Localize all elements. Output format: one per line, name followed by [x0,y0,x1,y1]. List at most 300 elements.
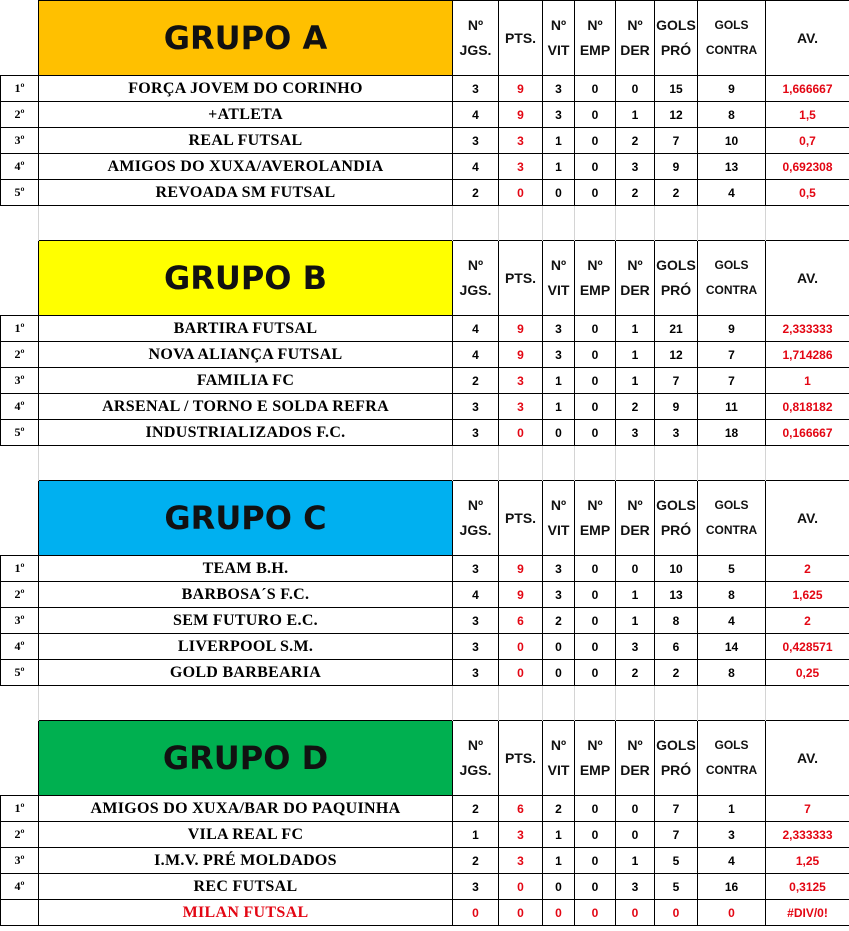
stat-vit: 2 [543,608,575,634]
group-title: GRUPO C [39,481,453,556]
column-header-emp-line: EMP [579,762,611,778]
column-header-pts: PTS. [499,721,543,796]
stat-emp: 0 [575,634,616,660]
column-header-vit-line: Nº [550,257,567,273]
team-row [1,848,849,874]
stat-gp: 21 [655,316,698,342]
stat-pts: 3 [499,128,543,154]
stat-gp: 3 [655,420,698,446]
stat-gp: 2 [655,180,698,206]
stat-emp: 0 [575,128,616,154]
column-header-der-line: Nº [627,257,643,273]
stat-pts: 3 [499,368,543,394]
stat-av: 7 [766,796,849,822]
column-header-emp-line: Nº [587,737,603,753]
stat-pts: 9 [499,342,543,368]
team-name: REC FUTSAL [39,874,453,900]
team-name: LIVERPOOL S.M. [39,634,453,660]
rank-cell: 1º [1,796,39,822]
stat-vit: 3 [543,556,575,582]
team-name: NOVA ALIANÇA FUTSAL [39,342,453,368]
column-header-vit [543,721,575,796]
stat-jgs: 3 [453,394,499,420]
stat-gc: 9 [698,316,766,342]
team-row [1,556,849,582]
stat-emp: 0 [575,102,616,128]
team-row [1,180,849,206]
column-header-gp [655,241,698,316]
stat-emp: 0 [575,154,616,180]
stat-gp: 9 [655,154,698,180]
team-name: VILA REAL FC [39,822,453,848]
stat-av: 1,666667 [766,76,849,102]
stat-vit: 0 [543,180,575,206]
team-row [1,874,849,900]
stat-gp: 15 [655,76,698,102]
rank-cell: 1º [1,556,39,582]
rank-cell: 2º [1,822,39,848]
stat-emp: 0 [575,180,616,206]
team-row [1,796,849,822]
column-header-gc-line: GOLS [714,498,749,512]
column-header-der [616,721,655,796]
stat-av: 2 [766,556,849,582]
team-name: SEM FUTURO E.C. [39,608,453,634]
stat-pts: 0 [499,180,543,206]
rank-cell: 4º [1,154,39,180]
stat-jgs: 3 [453,874,499,900]
column-header-vit-line: VIT [547,762,570,778]
column-header-vit [543,481,575,556]
stat-der: 3 [616,874,655,900]
spacer-row [1,686,849,721]
column-header-der-line: DER [620,42,650,58]
column-header-gp-line: PRÓ [660,762,692,778]
column-header-der-line: DER [620,522,650,538]
stat-gc: 13 [698,154,766,180]
stat-emp: 0 [575,874,616,900]
stat-av: 0,166667 [766,420,849,446]
column-header-der-line: DER [620,282,650,298]
stat-jgs: 2 [453,180,499,206]
stat-gp: 7 [655,796,698,822]
rank-cell: 1º [1,316,39,342]
team-row [1,102,849,128]
stat-pts: 6 [499,796,543,822]
team-row [1,76,849,102]
team-name: ARSENAL / TORNO E SOLDA REFRA [39,394,453,420]
stat-emp: 0 [575,582,616,608]
column-header-der [616,241,655,316]
blank-cell [1,1,39,76]
team-row [1,128,849,154]
column-header-gc [698,1,766,76]
stat-vit: 1 [543,128,575,154]
stat-gc: 0 [698,900,766,926]
stat-der: 3 [616,634,655,660]
stat-pts: 6 [499,608,543,634]
team-name: FAMILIA FC [39,368,453,394]
stat-der: 2 [616,394,655,420]
stat-av: 0,818182 [766,394,849,420]
stat-emp: 0 [575,420,616,446]
blank-cell [1,241,39,316]
stat-pts: 0 [499,660,543,686]
stat-vit: 1 [543,848,575,874]
team-name: AMIGOS DO XUXA/BAR DO PAQUINHA [39,796,453,822]
stat-der: 0 [616,76,655,102]
stat-gc: 3 [698,822,766,848]
team-name: REAL FUTSAL [39,128,453,154]
stat-gp: 2 [655,660,698,686]
blank-cell [1,481,39,556]
stat-gc: 8 [698,660,766,686]
stat-gp: 12 [655,342,698,368]
stat-der: 1 [616,848,655,874]
rank-cell: 3º [1,608,39,634]
stat-vit: 2 [543,796,575,822]
stat-gc: 4 [698,608,766,634]
stat-gc: 1 [698,796,766,822]
team-row [1,634,849,660]
rank-cell: 4º [1,394,39,420]
column-header-emp [575,721,616,796]
stat-jgs: 1 [453,822,499,848]
stat-vit: 3 [543,342,575,368]
stat-jgs: 2 [453,848,499,874]
stat-der: 1 [616,582,655,608]
stat-vit: 0 [543,900,575,926]
column-header-vit-line: Nº [550,17,567,33]
stat-pts: 9 [499,316,543,342]
stat-emp: 0 [575,822,616,848]
team-row [1,394,849,420]
stat-vit: 1 [543,394,575,420]
column-header-gp [655,1,698,76]
stat-emp: 0 [575,900,616,926]
team-row [1,368,849,394]
column-header-jgs-line: JGS. [459,282,492,298]
stat-gp: 12 [655,102,698,128]
stat-gp: 9 [655,394,698,420]
column-header-gc-line: GOLS [714,258,749,272]
team-name: GOLD BARBEARIA [39,660,453,686]
column-header-gc [698,241,766,316]
group-header-row [1,721,849,796]
column-header-gp-line: GOLS [656,17,696,33]
stat-pts: 0 [499,874,543,900]
team-row [1,608,849,634]
rank-cell: 3º [1,368,39,394]
column-header-emp-line: EMP [579,282,611,298]
column-header-emp-line: EMP [579,42,611,58]
stat-jgs: 3 [453,420,499,446]
column-header-gp [655,481,698,556]
stat-jgs: 2 [453,796,499,822]
column-header-der-line: Nº [627,497,643,513]
stat-der: 2 [616,180,655,206]
stat-der: 1 [616,316,655,342]
stat-pts: 3 [499,394,543,420]
stat-vit: 3 [543,76,575,102]
stat-vit: 3 [543,582,575,608]
column-header-gc-line: CONTRA [705,763,758,777]
column-header-jgs [453,721,499,796]
stat-av: 1,625 [766,582,849,608]
column-header-jgs-line: Nº [467,737,484,753]
stat-der: 0 [616,900,655,926]
column-header-jgs [453,1,499,76]
stat-der: 3 [616,420,655,446]
stat-der: 2 [616,660,655,686]
team-name: +ATLETA [39,102,453,128]
column-header-av: AV. [766,1,849,76]
blank-cell [1,721,39,796]
stat-pts: 0 [499,420,543,446]
team-row [1,582,849,608]
stat-av: 0,7 [766,128,849,154]
stat-jgs: 4 [453,316,499,342]
column-header-av: AV. [766,241,849,316]
column-header-gc [698,481,766,556]
rank-cell [1,900,39,926]
column-header-av: AV. [766,721,849,796]
team-name: MILAN FUTSAL [39,900,453,926]
stat-jgs: 3 [453,660,499,686]
rank-cell: 2º [1,582,39,608]
stat-gp: 5 [655,848,698,874]
column-header-gc-line: CONTRA [705,523,758,537]
stat-vit: 1 [543,154,575,180]
column-header-gp-line: GOLS [656,737,696,753]
column-header-gc-line: CONTRA [705,283,758,297]
column-header-emp [575,1,616,76]
stat-gc: 18 [698,420,766,446]
column-header-der-line: Nº [627,17,643,33]
rank-cell: 1º [1,76,39,102]
team-name: BARBOSA´S F.C. [39,582,453,608]
stat-gc: 7 [698,342,766,368]
stat-gc: 10 [698,128,766,154]
stat-jgs: 0 [453,900,499,926]
stat-emp: 0 [575,394,616,420]
team-row [1,660,849,686]
team-name: BARTIRA FUTSAL [39,316,453,342]
stat-gc: 8 [698,102,766,128]
stat-av: 2,333333 [766,316,849,342]
stat-av: 2 [766,608,849,634]
stat-vit: 1 [543,368,575,394]
team-name: I.M.V. PRÉ MOLDADOS [39,848,453,874]
stat-jgs: 4 [453,102,499,128]
column-header-der-line: DER [620,762,650,778]
column-header-vit [543,241,575,316]
stat-jgs: 4 [453,154,499,180]
stat-emp: 0 [575,342,616,368]
team-name: FORÇA JOVEM DO CORINHO [39,76,453,102]
stat-vit: 0 [543,874,575,900]
stat-jgs: 3 [453,556,499,582]
stat-av: 0,428571 [766,634,849,660]
column-header-pts: PTS. [499,1,543,76]
group-title: GRUPO B [39,241,453,316]
stat-emp: 0 [575,316,616,342]
column-header-gc-line: CONTRA [705,43,758,57]
team-name: TEAM B.H. [39,556,453,582]
stat-gp: 6 [655,634,698,660]
stat-gc: 16 [698,874,766,900]
stat-gc: 9 [698,76,766,102]
rank-cell: 4º [1,874,39,900]
stat-der: 3 [616,154,655,180]
team-row [1,342,849,368]
column-header-pts: PTS. [499,241,543,316]
rank-cell: 5º [1,420,39,446]
stat-vit: 3 [543,102,575,128]
stat-gc: 4 [698,848,766,874]
stat-der: 0 [616,822,655,848]
team-row [1,900,849,926]
stat-gc: 4 [698,180,766,206]
column-header-emp-line: EMP [579,522,611,538]
column-header-vit-line: VIT [547,42,570,58]
column-header-vit [543,1,575,76]
stat-av: 1 [766,368,849,394]
spacer-row [1,446,849,481]
column-header-gp-line: GOLS [656,497,696,513]
column-header-gc-line: GOLS [714,18,749,32]
stat-der: 2 [616,128,655,154]
stat-der: 0 [616,556,655,582]
team-row [1,316,849,342]
group-header-row [1,241,849,316]
stat-der: 1 [616,608,655,634]
column-header-gp-line: PRÓ [660,522,692,538]
column-header-gc [698,721,766,796]
stat-av: 0,25 [766,660,849,686]
column-header-av: AV. [766,481,849,556]
stat-gp: 7 [655,822,698,848]
spacer-row [1,206,849,241]
stat-vit: 1 [543,822,575,848]
column-header-vit-line: Nº [550,497,567,513]
column-header-vit-line: VIT [547,282,570,298]
column-header-emp-line: Nº [587,17,603,33]
stat-gp: 13 [655,582,698,608]
stat-der: 0 [616,796,655,822]
stat-der: 1 [616,342,655,368]
stat-emp: 0 [575,76,616,102]
column-header-gp-line: GOLS [656,257,696,273]
column-header-jgs [453,481,499,556]
team-row [1,420,849,446]
stat-av: 1,5 [766,102,849,128]
stat-gc: 8 [698,582,766,608]
column-header-gc-line: GOLS [714,738,749,752]
stat-pts: 9 [499,556,543,582]
column-header-jgs-line: Nº [467,497,484,513]
stat-pts: 3 [499,822,543,848]
stat-vit: 0 [543,420,575,446]
column-header-der-line: Nº [627,737,643,753]
stat-pts: 9 [499,102,543,128]
stat-jgs: 4 [453,582,499,608]
column-header-jgs-line: JGS. [459,762,492,778]
stat-gp: 7 [655,368,698,394]
stat-gc: 11 [698,394,766,420]
team-row [1,822,849,848]
stat-pts: 9 [499,76,543,102]
column-header-jgs-line: Nº [467,257,484,273]
stat-vit: 3 [543,316,575,342]
stat-vit: 0 [543,634,575,660]
stat-jgs: 4 [453,342,499,368]
stat-av: 2,333333 [766,822,849,848]
stat-gp: 5 [655,874,698,900]
stat-gp: 8 [655,608,698,634]
team-row [1,154,849,180]
column-header-emp-line: Nº [587,497,603,513]
column-header-gp [655,721,698,796]
stat-der: 1 [616,368,655,394]
stat-av: #DIV/0! [766,900,849,926]
stat-emp: 0 [575,796,616,822]
stat-av: 0,3125 [766,874,849,900]
column-header-gp-line: PRÓ [660,282,692,298]
column-header-pts: PTS. [499,481,543,556]
group-header-row [1,481,849,556]
rank-cell: 5º [1,660,39,686]
stat-emp: 0 [575,660,616,686]
stat-pts: 0 [499,900,543,926]
team-name: INDUSTRIALIZADOS F.C. [39,420,453,446]
rank-cell: 4º [1,634,39,660]
team-name: AMIGOS DO XUXA/AVEROLANDIA [39,154,453,180]
stat-av: 0,692308 [766,154,849,180]
stat-gc: 14 [698,634,766,660]
stat-pts: 9 [499,582,543,608]
stat-gp: 10 [655,556,698,582]
stat-jgs: 3 [453,608,499,634]
stat-pts: 0 [499,634,543,660]
rank-cell: 2º [1,342,39,368]
rank-cell: 3º [1,848,39,874]
stat-emp: 0 [575,368,616,394]
column-header-emp [575,481,616,556]
stat-jgs: 3 [453,128,499,154]
stat-jgs: 3 [453,76,499,102]
stat-av: 1,714286 [766,342,849,368]
column-header-jgs [453,241,499,316]
stat-gp: 0 [655,900,698,926]
stat-vit: 0 [543,660,575,686]
stat-gp: 7 [655,128,698,154]
stat-emp: 0 [575,556,616,582]
stat-pts: 3 [499,848,543,874]
stat-der: 1 [616,102,655,128]
group-title: GRUPO A [39,1,453,76]
rank-cell: 5º [1,180,39,206]
stat-jgs: 3 [453,634,499,660]
column-header-der [616,1,655,76]
rank-cell: 2º [1,102,39,128]
column-header-emp-line: Nº [587,257,603,273]
column-header-emp [575,241,616,316]
stat-pts: 3 [499,154,543,180]
column-header-vit-line: VIT [547,522,570,538]
column-header-jgs-line: JGS. [459,522,492,538]
group-header-row [1,1,849,76]
